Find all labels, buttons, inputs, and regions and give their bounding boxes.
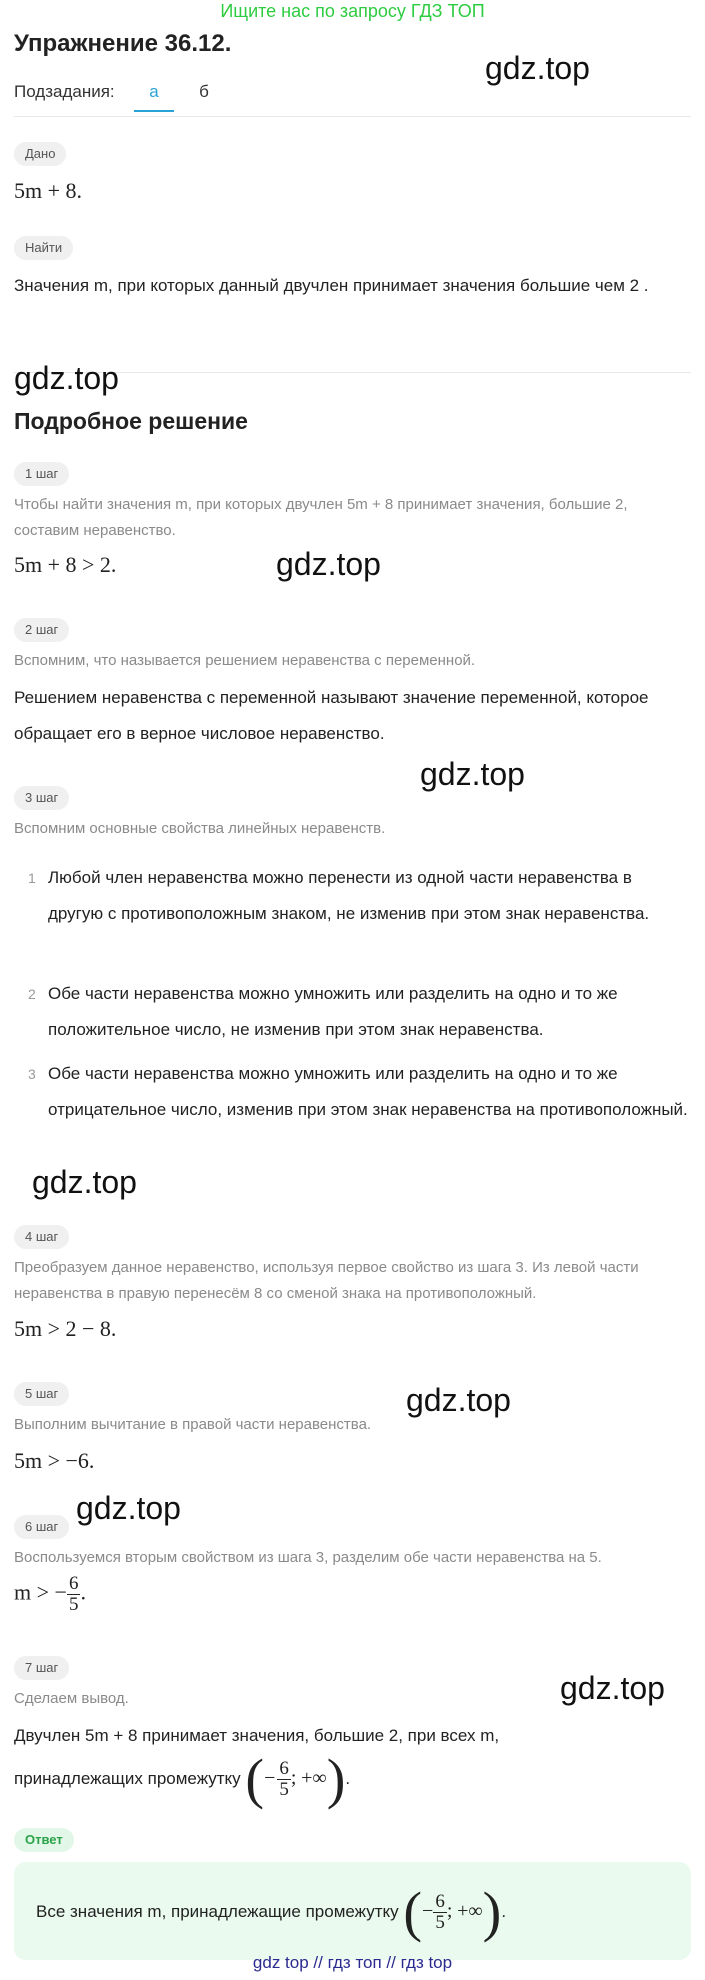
step-1-note: Чтобы найти значения m, при которых двучлен 5m + 8 принимает значения, большие 2, составим неравенство. [14, 496, 628, 539]
interval-infinity: +∞ [301, 1767, 327, 1789]
tab-subtask-b[interactable]: б [199, 82, 209, 101]
step-5-expression: 5m > −6. [14, 1448, 95, 1473]
footer-links[interactable]: gdz top // гдз топ // гдз top [252, 1953, 453, 1972]
page-title: Упражнение 36.12. [14, 30, 232, 57]
step-7-tag: 7 шаг [14, 1656, 69, 1680]
step-7-line-2-text: принадлежащих промежутку [14, 1769, 241, 1788]
solution-title: Подробное решение [14, 408, 248, 434]
step-2-text: Решением неравенства с переменной называют значение переменной, которое обращает его в верное числовое неравенство. [14, 688, 649, 743]
find-text: Значения m, при которых данный двучлен принимает значения большие чем 2 . [14, 276, 649, 295]
fraction-denominator: 5 [68, 1594, 79, 1615]
watermark: gdz.top [14, 360, 119, 396]
search-banner[interactable]: Ищите нас по запросу ГДЗ ТОП [220, 1, 485, 21]
watermark: gdz.top [420, 756, 525, 792]
answer-tag: Ответ [14, 1828, 74, 1852]
open-paren: ( [403, 1881, 423, 1944]
close-paren: ) [326, 1748, 346, 1811]
watermark: gdz.top [76, 1490, 181, 1526]
list-item-text: Любой член неравенства можно перенести из одной части неравенства в другую с противоположным знаком, не изменив при этом знак неравенства. [48, 868, 650, 923]
minus-sign: − [422, 1900, 434, 1922]
step-2-tag: 2 шаг [14, 618, 69, 642]
interval-fraction [277, 1759, 291, 1800]
interval-separator: ; [446, 1900, 453, 1922]
divider [14, 116, 691, 117]
step-6-expression [14, 1574, 86, 1615]
list-item [28, 860, 688, 932]
answer-text-content: Все значения m, принадлежащие промежутку [36, 1902, 399, 1921]
list-item-text: Обе части неравенства можно умножить или разделить на одно и то же положительное число, не изменив при этом знак неравенства. [48, 984, 618, 1039]
step-5-note: Выполним вычитание в правой части неравенства. [14, 1416, 372, 1433]
tab-subtask-a[interactable]: а [134, 82, 174, 112]
list-item [28, 1056, 688, 1128]
fraction-numerator: 6 [68, 1573, 79, 1594]
step-1-tag: 1 шаг [14, 462, 69, 486]
list-item-text: Обе части неравенства можно умножить или разделить на одно и то же отрицательное число, изменив при этом знак неравенства на противоположный. [48, 1064, 688, 1119]
step-6-note: Воспользуемся вторым свойством из шага 3, разделим обе части неравенства на 5. [14, 1549, 602, 1566]
step-4-note: Преобразуем данное неравенство, используя первое свойство из шага 3. Из левой части неравенства в правую перенесём 8 со сменой знака на противоположный. [14, 1259, 639, 1302]
fraction-numerator: 6 [435, 1891, 445, 1913]
step-7-line-1: Двучлен 5m + 8 принимает значения, большие 2, при всех m, [14, 1726, 500, 1745]
given-tag: Дано [14, 142, 66, 166]
watermark: gdz.top [406, 1382, 511, 1418]
watermark: gdz.top [276, 546, 381, 582]
step-5-tag: 5 шаг [14, 1382, 69, 1406]
step-7-line-2 [14, 1748, 694, 1811]
period: . [501, 1902, 507, 1921]
find-tag: Найти [14, 236, 73, 260]
interval-separator: ; [290, 1767, 297, 1789]
step-4-tag: 4 шаг [14, 1225, 69, 1249]
watermark: gdz.top [485, 50, 590, 86]
step-3-tag: 3 шаг [14, 786, 69, 810]
close-paren: ) [482, 1881, 502, 1944]
period: . [80, 1579, 86, 1605]
watermark: gdz.top [560, 1670, 665, 1706]
step-2-note: Вспомним, что называется решением неравенства с переменной. [14, 652, 476, 669]
fraction-denominator: 5 [279, 1779, 289, 1801]
answer-box [14, 1862, 691, 1960]
interval-infinity: +∞ [457, 1900, 483, 1922]
step-3-note: Вспомним основные свойства линейных неравенств. [14, 820, 386, 837]
list-number: 1 [28, 870, 36, 886]
period: . [345, 1769, 351, 1788]
answer-text [36, 1881, 507, 1944]
fraction-denominator: 5 [435, 1912, 445, 1934]
list-number: 3 [28, 1066, 36, 1082]
step-7-note: Сделаем вывод. [14, 1690, 129, 1707]
list-item [28, 976, 688, 1048]
step-6-tag: 6 шаг [14, 1515, 69, 1539]
subtasks-label: Подзадания: [14, 82, 115, 101]
step-6-expression-prefix: m > − [14, 1579, 67, 1605]
given-expression: 5m + 8. [14, 178, 83, 203]
interval-fraction [433, 1892, 447, 1933]
fraction [67, 1574, 81, 1615]
open-paren: ( [245, 1748, 265, 1811]
minus-sign: − [264, 1767, 276, 1789]
watermark: gdz.top [32, 1164, 137, 1200]
step-4-expression: 5m > 2 − 8. [14, 1316, 117, 1341]
step-1-expression: 5m + 8 > 2. [14, 552, 117, 577]
fraction-numerator: 6 [279, 1758, 289, 1780]
list-number: 2 [28, 986, 36, 1002]
